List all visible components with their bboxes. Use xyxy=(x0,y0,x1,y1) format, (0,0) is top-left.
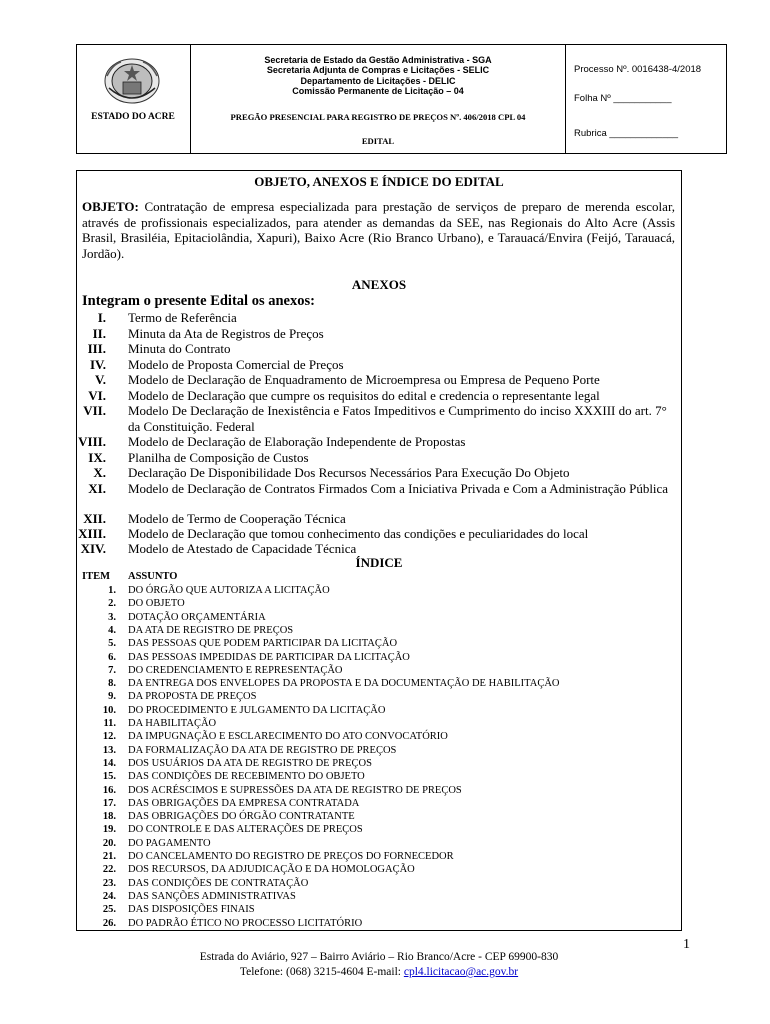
objeto-paragraph xyxy=(82,199,675,261)
indice-column-assunto: ASSUNTO xyxy=(128,571,178,582)
footer-email-link[interactable]: cpl4.licitacao@ac.gov.br xyxy=(403,966,519,978)
rubrica-field: Rubrica _____________ xyxy=(574,128,679,139)
objeto-label: OBJETO: xyxy=(82,199,139,214)
header-line: Comissão Permanente de Licitação – 04 xyxy=(292,85,464,96)
processo-number: Processo Nº. 0016438-4/2018 xyxy=(574,64,702,75)
anexos-intro: Integram o presente Edital os anexos: xyxy=(82,293,315,309)
footer-address: Estrada do Aviário, 927 – Bairro Aviário – Rio Branco/Acre - CEP 69900-830 xyxy=(199,951,559,963)
header-line: Departamento de Licitações - DELIC xyxy=(300,75,456,86)
pregao-title: PREGÃO PRESENCIAL PARA REGISTRO DE PREÇOS Nº. 406/2018 CPL 04 xyxy=(230,112,526,122)
header-line: Secretaria Adjunta de Compras e Licitações - SELIC xyxy=(266,65,490,76)
header-line: Secretaria de Estado da Gestão Administrativa - SGA xyxy=(264,55,492,65)
indice-heading: ÍNDICE xyxy=(355,555,403,570)
folha-field: Folha Nº ___________ xyxy=(574,93,672,104)
footer-phone: Telefone: (068) 3215-4604 E-mail: xyxy=(239,966,404,978)
objeto-text: Contratação de empresa especializada para prestação de serviços de preparo de merenda escolar, através de profissionais especializados, para atender as demandas da SEE, nas Regionais do Alto Acre (Assis Brasil, Brasiléia, Epitaciolândia, Xapuri), Baixo Acre (Rio Branco Urbano), e Tarauacá/Envira (Feijó, Tarauacá, Jordão). xyxy=(82,199,675,261)
page-number: 1 xyxy=(683,937,690,952)
page-title: OBJETO, ANEXOS E ÍNDICE DO EDITAL xyxy=(254,174,504,189)
anexos-heading: ANEXOS xyxy=(351,277,407,292)
edital-label: EDITAL xyxy=(361,136,395,146)
acre-coat-of-arms-icon xyxy=(103,56,161,106)
header-divider xyxy=(565,44,566,154)
footer-contact xyxy=(76,966,682,978)
state-name: ESTADO DO ACRE xyxy=(91,112,175,122)
indice-column-item: ITEM xyxy=(82,571,111,582)
header-departments xyxy=(191,55,565,96)
